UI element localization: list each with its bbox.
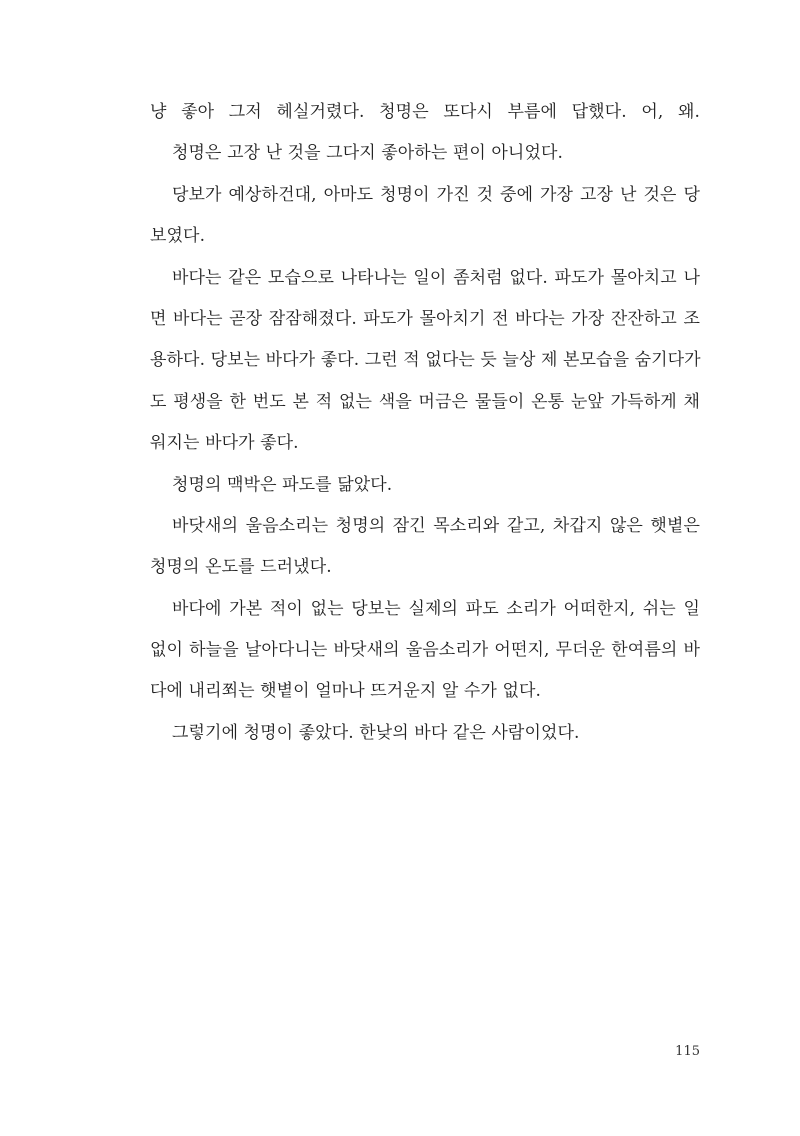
text-line: 당보가 예상하건대, 아마도 청명이 가진 것 중에 가장 고장 난 것은 당 <box>172 184 700 205</box>
text-line: 워지는 바다가 좋다. <box>150 433 299 454</box>
text-line: 바다는 같은 모습으로 나타나는 일이 좀처럼 없다. 파도가 몰아치고 나 <box>172 267 700 288</box>
page-number: 115 <box>675 1044 700 1059</box>
text-line: 청명은 고장 난 것을 그다지 좋아하는 편이 아니었다. <box>172 143 563 164</box>
text-line: 그렇기에 청명이 좋았다. 한낮의 바다 같은 사람이었다. <box>172 722 580 743</box>
page-body <box>150 92 700 754</box>
text-line: 냥 좋아 그저 헤실거렸다. 청명은 또다시 부름에 답했다. 어, 왜. <box>150 102 700 122</box>
text-line: 바다에 가본 적이 없는 당보는 실제의 파도 소리가 어떠한지, 쉬는 일 <box>172 598 700 619</box>
text-line: 없이 하늘을 날아다니는 바닷새의 울음소리가 어떤지, 무더운 한여름의 바 <box>150 640 700 661</box>
text-line: 면 바다는 곧장 잠잠해졌다. 파도가 몰아치기 전 바다는 가장 잔잔하고 조 <box>150 308 700 329</box>
text-line: 도 평생을 한 번도 본 적 없는 색을 머금은 물들이 온통 눈앞 가득하게 채 <box>150 391 700 412</box>
text-line: 다에 내리쬐는 햇볕이 얼마나 뜨거운지 알 수가 없다. <box>150 681 541 702</box>
text-line: 바닷새의 울음소리는 청명의 잠긴 목소리와 같고, 차갑지 않은 햇볕은 <box>172 515 700 536</box>
text-line: 용하다. 당보는 바다가 좋다. 그런 적 없다는 듯 늘상 제 본모습을 숨기다가 <box>150 350 701 371</box>
text-line: 보였다. <box>150 226 206 247</box>
text-line: 청명의 맥박은 파도를 닮았다. <box>172 474 393 495</box>
text-line: 청명의 온도를 드러냈다. <box>150 557 332 578</box>
